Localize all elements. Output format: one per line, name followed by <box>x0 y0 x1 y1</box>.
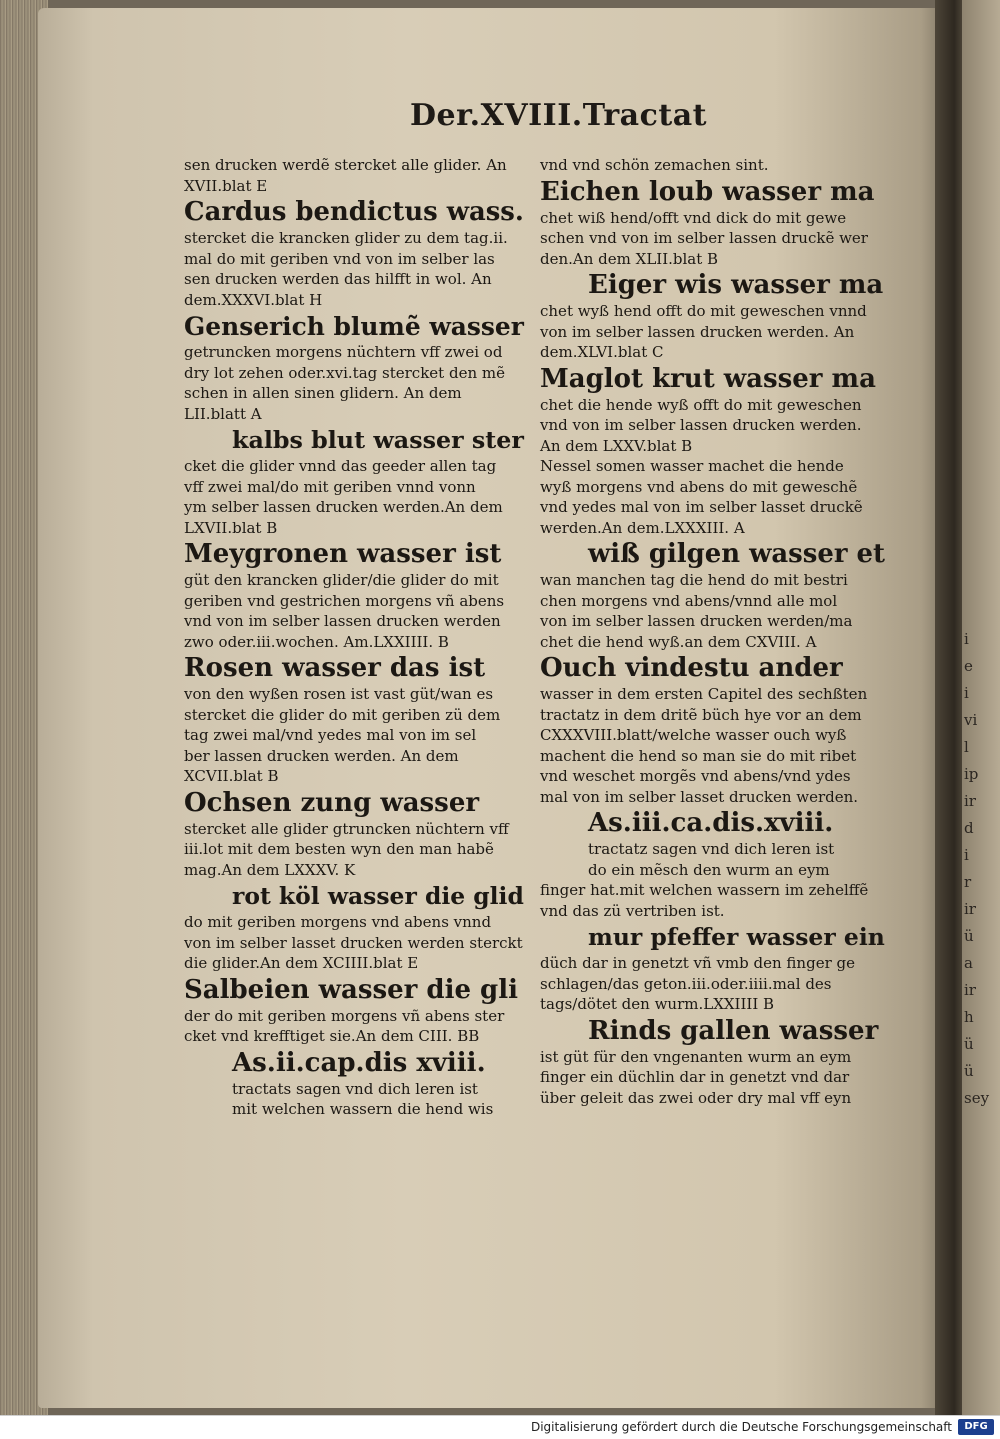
text-line: An dem LXXV.blat B <box>540 436 693 455</box>
section-heading: As.iii.ca.dis.xviii. <box>588 808 834 838</box>
text-line: XVII.blat E <box>184 176 268 195</box>
facing-page-fragment: l <box>964 738 969 756</box>
text-line: düch dar in genetzt vñ vmb den finger ge <box>540 954 855 972</box>
text-line: sen drucken werdẽ stercket alle glider. An <box>184 156 507 174</box>
text-line: chet wiß hend/offt vnd dick do mit gewe <box>540 208 847 227</box>
text-line: tractatz sagen vnd dich leren ist <box>588 840 835 858</box>
right-text-column <box>540 155 885 1108</box>
running-head: Der.XVIII.Tractat <box>410 98 708 133</box>
text-line: tractatz in dem dritẽ büch hye vor an dem <box>540 705 862 724</box>
text-line: vnd vnd schön zemachen sint. <box>540 156 769 174</box>
text-line: iii.lot mit dem besten wyn den man habẽ <box>184 840 494 858</box>
text-line: LXVII.blat B <box>184 518 278 537</box>
text-line: chen morgens vnd abens/vnnd alle mol <box>540 591 838 610</box>
dfg-logo: DFG <box>958 1419 994 1435</box>
section-heading: Salbeien wasser die gli <box>184 974 518 1005</box>
text-line: XCVII.blat B <box>184 767 279 785</box>
text-line: zwo oder.iii.wochen. Am.LXXIIII. B <box>184 632 449 651</box>
text-line: dem.XLVI.blat C <box>540 343 664 361</box>
text-line: vnd yedes mal von im selber lasset druckẽ <box>540 498 863 516</box>
section-heading: rot köl wasser die glid <box>232 882 524 910</box>
facing-page-fragment: sey <box>964 1089 990 1107</box>
text-line: stercket die krancken glider zu dem tag.ii. <box>184 229 508 247</box>
text-line: chet wyß hend offt do mit geweschen vnnd <box>540 302 867 320</box>
section-heading: Ochsen zung wasser <box>184 787 480 818</box>
text-line: tag zwei mal/vnd yedes mal von im sel <box>184 726 477 744</box>
text-line: wan manchen tag die hend do mit bestri <box>540 571 848 589</box>
facing-page-fragment: i <box>964 684 969 702</box>
facing-page-fragment: ü <box>964 1062 974 1080</box>
text-line: finger ein düchlin dar in genetzt vnd dar <box>540 1068 850 1086</box>
text-line: mit welchen wassern die hend wis <box>232 1100 494 1118</box>
facing-page-fragment: ü <box>964 1035 974 1053</box>
text-line: vnd von im selber lassen drucken werden <box>184 612 501 630</box>
text-line: werden.An dem.LXXXIII. A <box>540 518 745 537</box>
text-line: cket vnd krefftiget sie.An dem CIII. BB <box>184 1027 480 1045</box>
facing-page-edge <box>962 0 1000 1415</box>
text-line: schen vnd von im selber lassen druckẽ wer <box>540 229 868 247</box>
text-line: dem.XXXVI.blat H <box>184 290 323 309</box>
section-heading: As.ii.cap.dis xviii. <box>232 1047 486 1078</box>
text-line: vnd das zü vertriben ist. <box>540 901 725 920</box>
text-line: ist güt für den vngenanten wurm an eym <box>540 1047 852 1066</box>
facing-page-fragment: i <box>964 630 969 648</box>
text-line: vnd von im selber lassen drucken werden. <box>540 416 862 434</box>
footer-credit: Digitalisierung gefördert durch die Deutsche Forschungsgemeinschaft <box>530 1420 952 1434</box>
text-line: CXXXVIII.blatt/welche wasser ouch wyß <box>540 726 847 744</box>
left-text-column <box>184 155 524 1120</box>
text-line: chet die hende wyß offt do mit geweschen <box>540 395 862 414</box>
facing-page-fragment: ir <box>964 981 976 999</box>
text-line: vnd weschet morgẽs vnd abens/vnd ydes <box>540 767 851 785</box>
text-line: mag.An dem LXXXV. K <box>184 860 356 879</box>
section-heading: mur pfeffer wasser ein <box>588 923 885 951</box>
section-heading: Eichen loub wasser ma <box>540 176 875 207</box>
text-line: do mit geriben morgens vnd abens vnnd <box>184 913 492 931</box>
section-heading: Meygronen wasser ist <box>184 539 502 569</box>
facing-page-fragment: ü <box>964 927 974 945</box>
section-heading: wiß gilgen wasser et <box>588 539 885 569</box>
text-line: Nessel somen wasser machet die hende <box>540 457 844 475</box>
text-line: schlagen/das geton.iii.oder.iiii.mal des <box>540 974 832 993</box>
facing-page-fragment: a <box>964 954 973 972</box>
section-heading: Rosen wasser das ist <box>184 653 486 683</box>
text-line: vff zwei mal/do mit geriben vnnd vonn <box>184 477 476 496</box>
text-line: den.An dem XLII.blat B <box>540 249 719 268</box>
text-line: cket die glider vnnd das geeder allen tag <box>184 457 497 475</box>
section-heading: Rinds gallen wasser <box>588 1015 879 1046</box>
section-heading: Ouch vindestu ander <box>540 653 843 683</box>
facing-page-fragment: r <box>964 873 972 891</box>
text-line: die glider.An dem XCIIII.blat E <box>184 954 419 972</box>
text-line: tractats sagen vnd dich leren ist <box>232 1079 478 1098</box>
text-line: LII.blatt A <box>184 404 262 423</box>
facing-page-fragment: ir <box>964 792 976 810</box>
facing-page-fragment: ir <box>964 900 976 918</box>
text-line: von im selber lassen drucken werden. An <box>540 322 855 341</box>
footer-bar <box>0 1415 1000 1439</box>
text-line: do ein mẽsch den wurm an eym <box>588 860 830 879</box>
text-line: geriben vnd gestrichen morgens vñ abens <box>184 591 505 610</box>
text-line: schen in allen sinen glidern. An dem <box>184 384 462 402</box>
section-heading: Genserich blumẽ wasser <box>184 312 524 341</box>
facing-page-fragment: h <box>964 1008 974 1026</box>
text-line: sen drucken werden das hilfft in wol. An <box>184 270 492 288</box>
section-heading: kalbs blut wasser ster <box>232 426 524 454</box>
facing-page-fragment: vi <box>964 711 978 729</box>
text-line: der do mit geriben morgens vñ abens ster <box>184 1006 505 1025</box>
text-line: von im selber lassen drucken werden/ma <box>540 612 853 630</box>
text-line: ber lassen drucken werden. An dem <box>184 746 459 765</box>
text-line: chet die hend wyß.an dem CXVIII. A <box>540 632 817 651</box>
text-line: stercket alle glider gtruncken nüchtern vff <box>184 819 509 838</box>
section-heading: Cardus bendictus wass. <box>184 197 524 227</box>
facing-page-fragment: i <box>964 846 969 864</box>
text-line: stercket die glider do mit geriben zü dem <box>184 705 501 724</box>
facing-page-fragment: d <box>964 819 974 837</box>
facing-page-fragment: e <box>964 657 973 675</box>
text-line: mal do mit geriben vnd von im selber las <box>184 249 495 268</box>
text-line: mal von im selber lasset drucken werden. <box>540 787 859 806</box>
facing-page-fragment: ip <box>964 765 979 783</box>
text-line: machent die hend so man sie do mit ribet <box>540 746 857 765</box>
text-line: güt den krancken glider/die glider do mit <box>184 571 499 589</box>
text-line: getruncken morgens nüchtern vff zwei od <box>184 343 503 361</box>
text-line: von im selber lasset drucken werden sterckt <box>184 933 523 952</box>
text-line: wyß morgens vnd abens do mit geweschẽ <box>540 477 858 496</box>
text-line: ym selber lassen drucken werden.An dem <box>184 498 503 516</box>
text-line: über geleit das zwei oder dry mal vff eyn <box>540 1088 852 1107</box>
section-heading: Maglot krut wasser ma <box>540 363 876 394</box>
text-line: tags/dötet den wurm.LXXIIII B <box>540 995 775 1013</box>
text-line: dry lot zehen oder.xvi.tag stercket den mẽ <box>184 363 505 382</box>
section-heading: Eiger wis wasser ma <box>588 270 884 300</box>
text-line: von den wyßen rosen ist vast güt/wan es <box>184 685 494 703</box>
text-line: finger hat.mit welchen wassern im zehelffẽ <box>540 881 869 899</box>
text-line: wasser in dem ersten Capitel des sechßten <box>540 685 868 703</box>
